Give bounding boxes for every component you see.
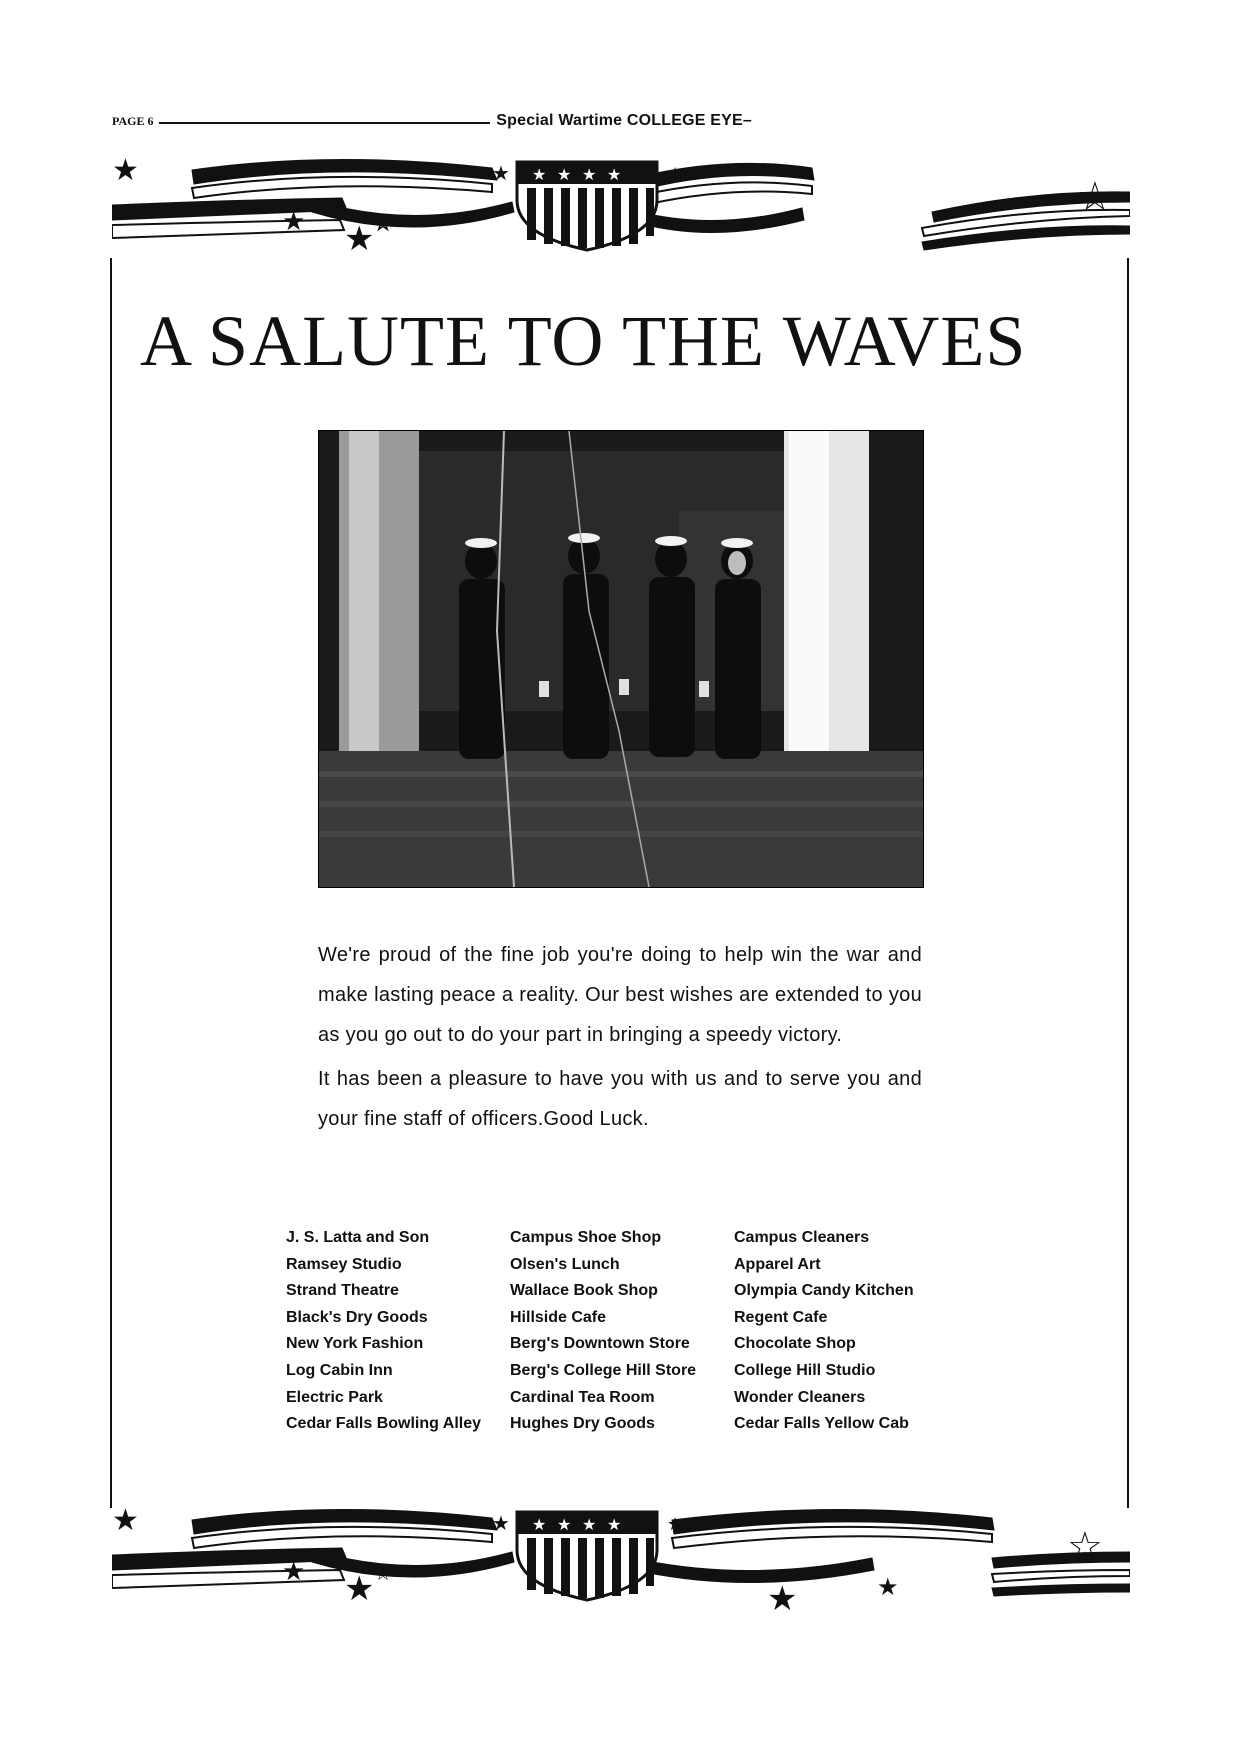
star-icon: ★ xyxy=(667,164,684,185)
sponsor-name: Cedar Falls Bowling Alley xyxy=(286,1415,482,1433)
sponsor-name: Strand Theatre xyxy=(286,1282,399,1300)
frame-border-left xyxy=(110,258,112,1508)
sponsor-name: Black's Dry Goods xyxy=(286,1308,428,1326)
svg-text:★: ★ xyxy=(557,1515,572,1534)
sponsor-name: Campus Shoe Shop xyxy=(510,1229,662,1246)
sponsor-name: Cedar Falls Yellow Cab xyxy=(734,1415,909,1433)
sponsor-column-2 xyxy=(510,1225,734,1438)
sponsor-name: Log Cabin Inn xyxy=(286,1361,393,1379)
sponsor-name: Olympia Candy Kitchen xyxy=(734,1282,914,1300)
sponsor-name: New York Fashion xyxy=(286,1335,424,1353)
sponsor-name: Electric Park xyxy=(286,1388,383,1406)
message-text xyxy=(318,935,922,1143)
frame-border-right xyxy=(1127,258,1129,1508)
patriotic-banner-top xyxy=(112,150,1130,270)
sponsor-name: Berg's College Hill Store xyxy=(510,1361,697,1379)
sponsor-column-1 xyxy=(286,1225,510,1438)
waves-photo-image xyxy=(319,431,923,887)
svg-text:★: ★ xyxy=(607,1515,622,1534)
star-outline-icon: ☆ xyxy=(374,1561,392,1585)
message-paragraph: It has been a pleasure to have you with us and to serve you and your fine staff of officers.Good Luck. xyxy=(318,1068,922,1130)
star-icon: ★ xyxy=(344,219,375,259)
sponsor-name: Wallace Book Shop xyxy=(510,1282,658,1300)
star-icon: ★ xyxy=(112,153,139,188)
star-icon: ★ xyxy=(877,1573,899,1601)
page-header xyxy=(112,112,752,130)
sponsor-name: College Hill Studio xyxy=(734,1361,876,1379)
headline: A SALUTE TO THE WAVES xyxy=(140,301,1027,381)
header-rule xyxy=(159,122,490,124)
star-icon: ★ xyxy=(492,161,510,185)
sponsor-name: Hughes Dry Goods xyxy=(510,1415,655,1433)
star-outline-icon: ☆ xyxy=(374,211,392,235)
star-icon: ★ xyxy=(667,1514,684,1535)
svg-text:★: ★ xyxy=(557,165,572,184)
sponsor-name: Regent Cafe xyxy=(734,1308,828,1326)
sponsor-name: Ramsey Studio xyxy=(286,1255,402,1273)
svg-text:★: ★ xyxy=(532,165,547,184)
svg-text:★: ★ xyxy=(607,165,622,184)
group-photograph xyxy=(318,430,924,888)
sponsor-name: Apparel Art xyxy=(734,1255,821,1273)
newspaper-title: Special Wartime COLLEGE EYE– xyxy=(496,112,752,129)
patriotic-banner-bottom xyxy=(112,1500,1130,1620)
sponsor-column-3 xyxy=(734,1225,966,1438)
svg-text:★: ★ xyxy=(582,165,597,184)
star-icon: ★ xyxy=(344,1569,375,1609)
star-icon: ★ xyxy=(767,1579,798,1619)
message-paragraph: We're proud of the fine job you're doing to help win the war and make lasting peace a reality. Our best wishes are extended to you as you go out to do your part in bringing a speedy victory. xyxy=(318,944,922,1046)
sponsor-name: J. S. Latta and Son xyxy=(286,1229,430,1246)
shield-icon xyxy=(517,1512,657,1600)
svg-text:★: ★ xyxy=(582,1515,597,1534)
sponsor-name: Campus Cleaners xyxy=(734,1229,870,1246)
sponsor-name: Cardinal Tea Room xyxy=(510,1388,655,1406)
sponsor-name: Hillside Cafe xyxy=(510,1308,607,1326)
sponsor-name: Wonder Cleaners xyxy=(734,1388,866,1406)
star-icon: ★ xyxy=(282,1557,306,1587)
star-icon: ★ xyxy=(492,1511,510,1535)
page-number: PAGE 6 xyxy=(112,113,154,128)
star-icon: ★ xyxy=(282,207,306,237)
sponsor-name: Chocolate Shop xyxy=(734,1335,856,1353)
star-outline-icon: ☆ xyxy=(1077,174,1113,220)
sponsor-name: Berg's Downtown Store xyxy=(510,1335,690,1353)
star-icon: ★ xyxy=(112,1503,139,1538)
sponsor-name: Olsen's Lunch xyxy=(510,1255,620,1273)
svg-text:★: ★ xyxy=(532,1515,547,1534)
star-outline-icon: ☆ xyxy=(1067,1524,1103,1570)
shield-icon xyxy=(517,162,657,250)
sponsor-list xyxy=(286,1225,966,1438)
